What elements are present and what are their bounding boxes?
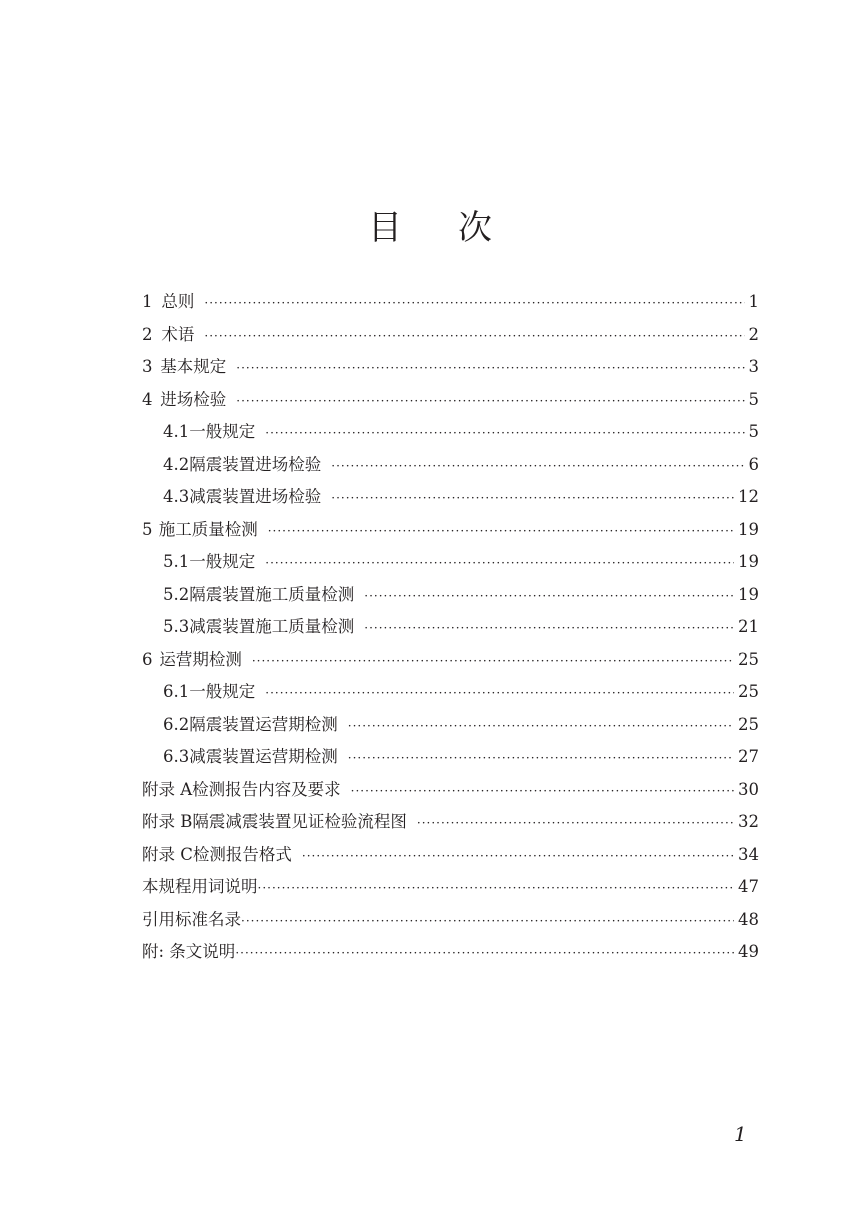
toc-leader-dots bbox=[258, 881, 735, 895]
toc-entry[interactable] bbox=[142, 418, 759, 451]
toc-entry[interactable] bbox=[142, 743, 759, 776]
toc-entry-number: 4 bbox=[142, 389, 153, 409]
toc-entry-label: 隔震装置施工质量检测 bbox=[189, 584, 355, 604]
toc-entry-label: 附: 条文说明 bbox=[142, 942, 236, 961]
toc-entry-label: 施工质量检测 bbox=[158, 519, 258, 539]
toc-entry-number: 6.2 bbox=[163, 714, 190, 734]
toc-entry[interactable] bbox=[142, 483, 759, 516]
toc-entry[interactable] bbox=[142, 808, 759, 841]
table-of-contents bbox=[142, 288, 759, 971]
toc-leader-dots bbox=[331, 491, 734, 505]
toc-entry-page: 25 bbox=[738, 714, 759, 734]
toc-entry-label: 术语 bbox=[161, 324, 195, 344]
toc-leader-dots bbox=[236, 394, 744, 408]
toc-leader-dots bbox=[331, 459, 744, 473]
toc-entry-number: 5.1 bbox=[163, 552, 190, 571]
toc-entry[interactable] bbox=[142, 646, 759, 679]
toc-entry-number: 1 bbox=[142, 292, 153, 311]
toc-entry-number: 5.2 bbox=[163, 584, 190, 604]
toc-leader-dots bbox=[236, 361, 744, 375]
page-title-char-2: 次 bbox=[458, 208, 492, 248]
toc-entry-page: 49 bbox=[738, 942, 759, 961]
toc-entry[interactable] bbox=[142, 906, 759, 939]
toc-entry-label: 运营期检测 bbox=[159, 649, 242, 669]
toc-entry-number: 5.3 bbox=[163, 617, 190, 636]
toc-leader-dots bbox=[348, 751, 734, 765]
toc-entry-label: 一般规定 bbox=[189, 552, 256, 571]
toc-entry-label: 总则 bbox=[161, 292, 195, 311]
toc-entry-label: 减震装置施工质量检测 bbox=[189, 617, 355, 636]
toc-leader-dots bbox=[252, 654, 734, 668]
page-title bbox=[0, 200, 860, 249]
toc-entry-number: 4.3 bbox=[163, 487, 190, 506]
toc-entry-number: 6.1 bbox=[163, 682, 190, 701]
toc-entry-page: 25 bbox=[738, 682, 759, 701]
toc-entry[interactable] bbox=[142, 353, 759, 386]
toc-entry-label: 引用标准名录 bbox=[142, 909, 241, 929]
toc-entry-page: 5 bbox=[748, 422, 759, 441]
toc-entry-page: 48 bbox=[738, 909, 759, 929]
toc-entry-page: 19 bbox=[738, 519, 759, 539]
toc-entry-page: 1 bbox=[748, 292, 759, 311]
toc-leader-dots bbox=[265, 556, 734, 570]
toc-entry[interactable] bbox=[142, 938, 759, 971]
toc-entry-page: 12 bbox=[738, 487, 759, 506]
toc-leader-dots bbox=[265, 426, 744, 440]
toc-entry-page: 47 bbox=[738, 877, 759, 896]
toc-entry-number: 附录 B bbox=[142, 812, 193, 831]
toc-entry[interactable] bbox=[142, 776, 759, 809]
toc-leader-dots bbox=[351, 784, 734, 798]
toc-entry-number: 4.2 bbox=[163, 454, 190, 474]
toc-entry-page: 19 bbox=[738, 584, 759, 604]
toc-entry-page: 34 bbox=[738, 844, 759, 864]
toc-entry-number: 附录 C bbox=[142, 844, 193, 864]
toc-leader-dots bbox=[235, 946, 734, 960]
toc-leader-dots bbox=[204, 296, 744, 310]
toc-leader-dots bbox=[348, 719, 734, 733]
toc-entry-label: 隔震减震装置见证检验流程图 bbox=[192, 812, 407, 831]
toc-entry[interactable] bbox=[142, 711, 759, 744]
toc-entry[interactable] bbox=[142, 841, 759, 874]
toc-entry-page: 3 bbox=[748, 357, 759, 376]
page-title-char-1: 目 bbox=[368, 208, 402, 248]
toc-leader-dots bbox=[364, 589, 734, 603]
toc-leader-dots bbox=[302, 849, 734, 863]
toc-entry-number: 3 bbox=[142, 357, 153, 376]
toc-entry-page: 25 bbox=[738, 649, 759, 669]
toc-entry-label: 检测报告内容及要求 bbox=[192, 779, 341, 799]
toc-entry-number: 5 bbox=[142, 519, 153, 539]
toc-leader-dots bbox=[241, 914, 734, 928]
toc-entry-number: 2 bbox=[142, 324, 153, 344]
toc-entry-page: 32 bbox=[738, 812, 759, 831]
toc-entry[interactable] bbox=[142, 873, 759, 906]
toc-leader-dots bbox=[204, 329, 744, 343]
toc-entry[interactable] bbox=[142, 321, 759, 354]
toc-entry-page: 21 bbox=[738, 617, 759, 636]
toc-entry-label: 隔震装置进场检验 bbox=[189, 454, 322, 474]
toc-entry[interactable] bbox=[142, 548, 759, 581]
toc-entry-page: 6 bbox=[748, 454, 759, 474]
toc-entry[interactable] bbox=[142, 678, 759, 711]
toc-entry[interactable] bbox=[142, 581, 759, 614]
toc-entry-number: 6 bbox=[142, 649, 153, 669]
toc-entry-label: 本规程用词说明 bbox=[142, 877, 258, 896]
toc-entry[interactable] bbox=[142, 516, 759, 549]
toc-entry-label: 基本规定 bbox=[160, 357, 227, 376]
toc-entry-page: 5 bbox=[748, 389, 759, 409]
toc-leader-dots bbox=[265, 686, 734, 700]
toc-entry[interactable] bbox=[142, 451, 759, 484]
toc-entry-label: 减震装置进场检验 bbox=[189, 487, 322, 506]
toc-entry-page: 2 bbox=[748, 324, 759, 344]
toc-entry[interactable] bbox=[142, 288, 759, 321]
toc-entry-number: 6.3 bbox=[163, 747, 190, 766]
toc-entry-number: 附录 A bbox=[142, 779, 193, 799]
toc-entry-label: 检测报告格式 bbox=[192, 844, 292, 864]
toc-entry-page: 27 bbox=[738, 747, 759, 766]
toc-entry[interactable] bbox=[142, 386, 759, 419]
toc-leader-dots bbox=[417, 816, 734, 830]
toc-entry-label: 进场检验 bbox=[160, 389, 227, 409]
toc-entry-label: 减震装置运营期检测 bbox=[189, 747, 338, 766]
page-number: 1 bbox=[734, 1122, 747, 1146]
toc-entry-page: 30 bbox=[738, 779, 759, 799]
toc-leader-dots bbox=[364, 621, 734, 635]
toc-entry[interactable] bbox=[142, 613, 759, 646]
toc-entry-label: 一般规定 bbox=[189, 682, 256, 701]
toc-leader-dots bbox=[268, 524, 734, 538]
toc-entry-label: 隔震装置运营期检测 bbox=[189, 714, 338, 734]
toc-entry-page: 19 bbox=[738, 552, 759, 571]
toc-entry-label: 一般规定 bbox=[189, 422, 256, 441]
toc-entry-number: 4.1 bbox=[163, 422, 190, 441]
